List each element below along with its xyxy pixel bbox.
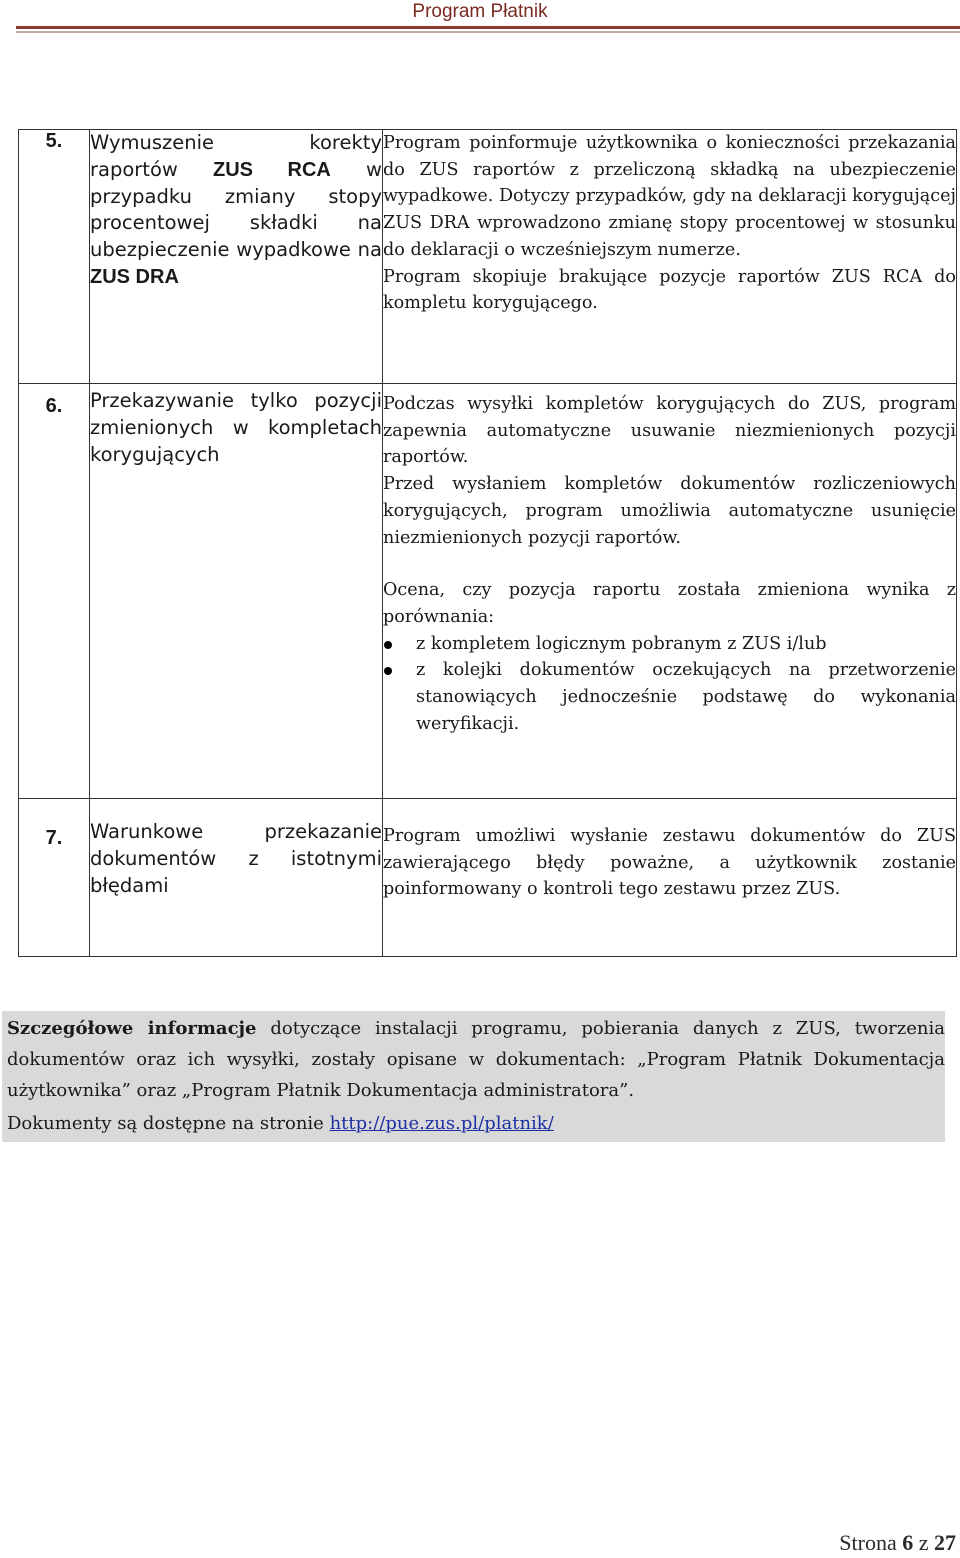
feature-name-bold: ZUS DRA [90, 265, 179, 288]
list-item: z kolejki dokumentów oczekujących na przetworzenie stanowiących jednocześnie podstawę do wykonania weryfikacji. [383, 657, 956, 737]
features-table [18, 129, 957, 957]
description-paragraph: Podczas wysyłki kompletów korygujących do ZUS, program zapewnia automatyczne usuwanie niezmienionych pozycji raportów. [383, 394, 956, 468]
description-paragraph: Program poinformuje użytkownika o konieczności przekazania do ZUS raportów z przeliczoną składką na ubezpieczenie wypadkowe. Dotyczy przypadków, gdy na deklaracji korygującej ZUS DRA wprowadzono zmianę stopy procentowej w stosunku do deklaracji o wcześniejszym numerze. [383, 133, 956, 260]
details-info-box [2, 1011, 945, 1142]
info-text: dotyczące instalacji programu, pobierania danych z ZUS, tworzenia dokumentów oraz ich wysyłki, zostały opisane w dokumentach: „Program Płatnik Dokumentacja użytkownika” oraz „Program Płatnik Dokumentacja administratora”. [7, 1018, 945, 1101]
page-of: z [918, 1530, 929, 1555]
spacer [383, 551, 956, 577]
feature-name-bold: ZUS RCA [213, 158, 331, 181]
table-row [19, 384, 957, 799]
row-number: 7. [19, 799, 90, 957]
row-number: 5. [19, 130, 90, 384]
list-item: z kompletem logicznym pobranym z ZUS i/lub [383, 631, 956, 658]
availability-text: Dokumenty są dostępne na stronie [7, 1113, 330, 1134]
platnik-link[interactable]: http://pue.zus.pl/platnik/ [329, 1113, 554, 1134]
page-current: 6 [902, 1530, 914, 1555]
row-description [383, 799, 957, 957]
header-rule-thin [16, 31, 960, 33]
info-lead: Szczegółowe informacje [7, 1018, 257, 1039]
row-feature-name [90, 130, 383, 384]
page-footer [839, 1530, 956, 1556]
description-paragraph: Ocena, czy pozycja raportu została zmieniona wynika z porównania: [383, 580, 956, 627]
page-label: Strona [839, 1530, 897, 1555]
row-number: 6. [19, 384, 90, 799]
row-description [383, 384, 957, 799]
page-header-title: Program Płatnik [412, 1, 548, 22]
feature-name-text: w przypadku zmiany stopy procentowej składki na ubezpieczenie wypadkowe na [90, 157, 383, 262]
row-description [383, 130, 957, 384]
feature-name-text: Wymuszenie korekty raportów [90, 131, 382, 181]
comparison-list [383, 631, 956, 738]
row-feature-name: Przekazywanie tylko pozycji zmienionych w kompletach korygujących [90, 384, 383, 799]
page-total: 27 [934, 1530, 956, 1555]
info-availability [7, 1108, 945, 1139]
table-row [19, 130, 957, 384]
header-rule [16, 26, 960, 29]
table-row [19, 799, 957, 957]
row-feature-name: Warunkowe przekazanie dokumentów z istotnymi błędami [90, 799, 383, 957]
description-paragraph: Program umożliwi wysłanie zestawu dokumentów do ZUS zawierającego błędy poważne, a użytkownik zostanie poinformowany o kontroli tego zestawu przez ZUS. [383, 826, 956, 900]
description-paragraph: Przed wysłaniem kompletów dokumentów rozliczeniowych korygujących, program umożliwia automatyczne usunięcie niezmienionych pozycji raportów. [383, 474, 956, 548]
info-paragraph [7, 1013, 945, 1106]
description-paragraph: Program skopiuje brakujące pozycje raportów ZUS RCA do kompletu korygującego. [383, 266, 956, 314]
